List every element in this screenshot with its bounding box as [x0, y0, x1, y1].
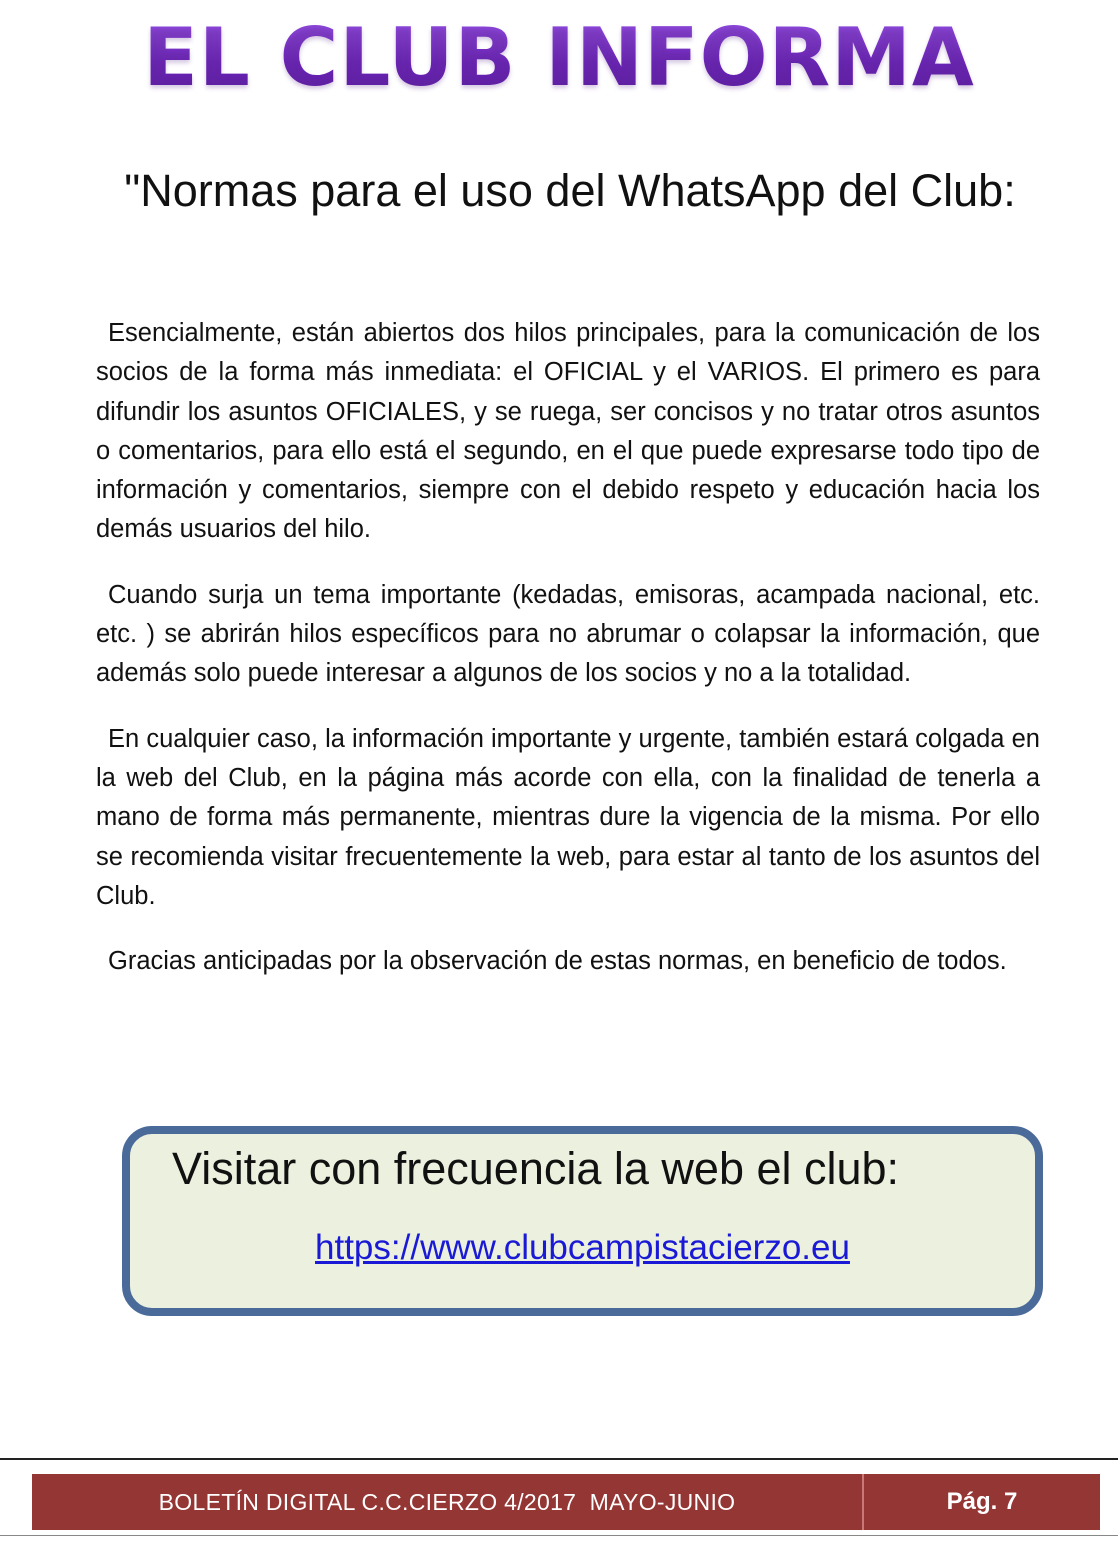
article-title: "Normas para el uso del WhatsApp del Club:	[124, 165, 1016, 216]
footer-page-number: Pág. 7	[946, 1488, 1018, 1515]
page-header-title: EL CLUB INFORMA	[0, 10, 1118, 106]
paragraph-specific-threads: Cuando surja un tema importante (kedadas, emisoras, acampada nacional, etc. etc. ) se abrirán hilos específicos para no abrumar o colapsar la información, que además solo puede interesar a algunos de los socios y no a la totalidad.	[96, 580, 1040, 688]
article-body	[96, 314, 1040, 1007]
footer-divider	[0, 1458, 1118, 1460]
footer-bottom-divider	[0, 1535, 1118, 1536]
callout-title: Visitar con frecuencia la web el club:	[172, 1143, 900, 1194]
paragraph-thanks: Gracias anticipadas por la observación de estas normas, en beneficio de todos.	[108, 947, 1007, 976]
paragraph-web-info: En cualquier caso, la información importante y urgente, también estará colgada en la web del Club, en la página más acorde con ella, con la finalidad de tenerla a mano de forma más permanente, mientras dure la vigencia de la misma. Por ello se recomienda visitar frecuentemente la web, para estar al tanto de los asuntos del Club.	[96, 724, 1040, 910]
club-website-link[interactable]: https://www.clubcampistacierzo.eu	[315, 1228, 850, 1267]
website-callout-box	[122, 1126, 1043, 1316]
paragraph-threads: Esencialmente, están abiertos dos hilos principales, para la comunicación de los socios de la forma más inmediata: el OFICIAL y el VARIOS. El primero es para difundir los asuntos OFICIALES, y se ruega, ser concisos y no tratar otros asuntos o comentarios, para ello está el segundo, en el que puede expresarse todo tipo de información y comentarios, siempre con el debido respeto y educación hacia los demás usuarios del hilo.	[96, 319, 1040, 544]
footer-bulletin-label: BOLETÍN DIGITAL C.C.CIERZO 4/2017 MAYO-JUNIO	[32, 1474, 864, 1530]
footer-bar	[32, 1474, 1100, 1530]
